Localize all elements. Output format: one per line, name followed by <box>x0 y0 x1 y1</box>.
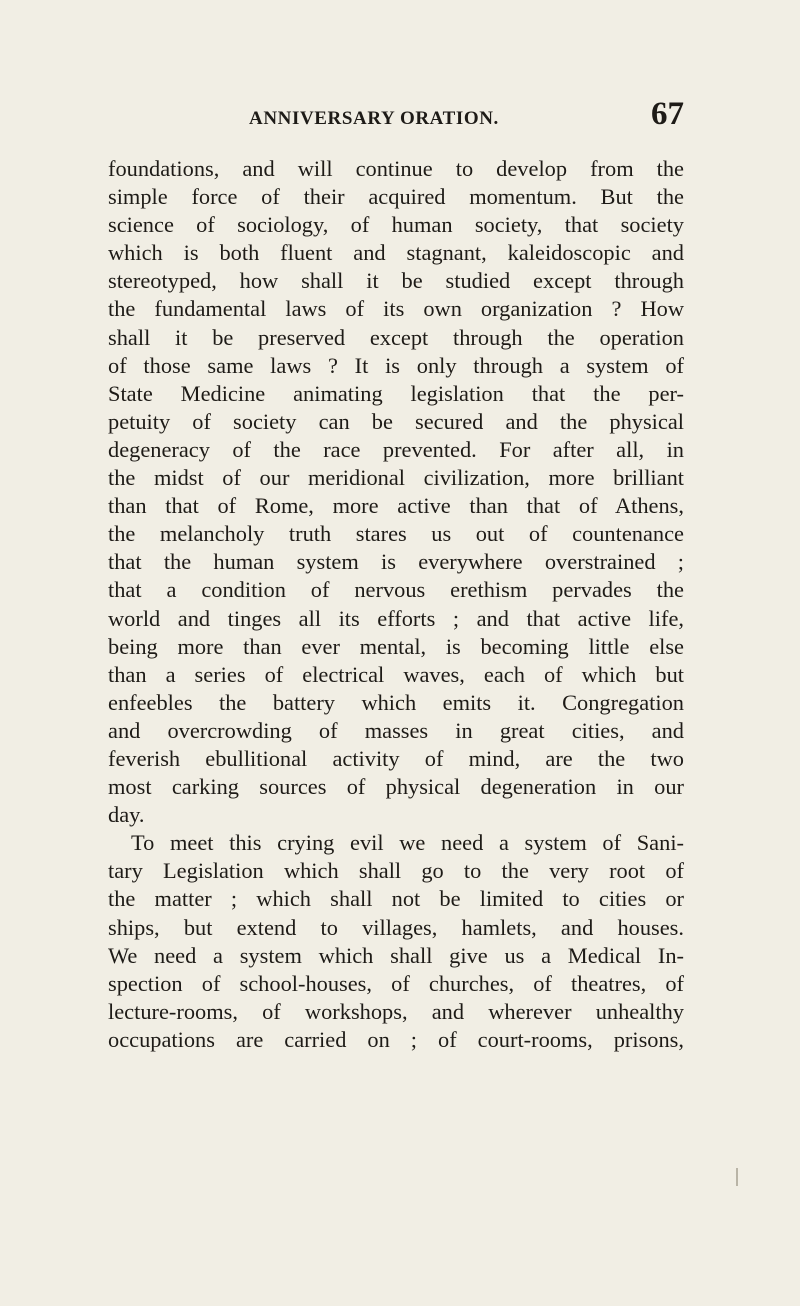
text-line: State Medicine animating legislation that the per- <box>108 380 684 406</box>
text-line: the matter ; which shall not be limited to cities or <box>108 886 684 912</box>
paper-speck <box>736 1168 738 1186</box>
text-line: shall it be preserved except through the operation <box>108 324 684 350</box>
text-line: petuity of society can be secured and the physical <box>108 408 684 434</box>
text-line: occupations are carried on ; of court-rooms, prisons, <box>108 1026 684 1052</box>
running-head <box>108 96 684 136</box>
text-line: lecture-rooms, of workshops, and wherever unhealthy <box>108 998 684 1024</box>
text-line: tary Legislation which shall go to the very root of <box>108 858 684 884</box>
text-line: degeneracy of the race prevented. For after all, in <box>108 436 684 462</box>
text-line: most carking sources of physical degeneration in our <box>108 774 684 800</box>
text-line: We need a system which shall give us a Medical In- <box>108 942 684 968</box>
text-line: foundations, and will continue to develop from the <box>108 156 684 181</box>
text-line: than that of Rome, more active than that of Athens, <box>108 493 684 519</box>
text-line: the midst of our meridional civilization, more brilliant <box>108 465 684 491</box>
text-line: day. <box>108 802 145 828</box>
text-line: To meet this crying evil we need a system of Sani- <box>131 830 684 856</box>
text-line: than a series of electrical waves, each of which but <box>108 661 684 687</box>
text-line: enfeebles the battery which emits it. Congregation <box>108 689 684 715</box>
text-line: and overcrowding of masses in great cities, and <box>108 717 684 743</box>
text-line: spection of school-houses, of churches, of theatres, of <box>108 970 684 996</box>
text-line: world and tinges all its efforts ; and that active life, <box>108 605 684 631</box>
body-text <box>108 155 684 1054</box>
text-line: the fundamental laws of its own organization ? How <box>108 296 684 322</box>
text-line: being more than ever mental, is becoming little else <box>108 633 684 659</box>
running-title: ANNIVERSARY ORATION. <box>249 108 499 129</box>
text-line: that the human system is everywhere overstrained ; <box>108 549 684 575</box>
text-line: ships, but extend to villages, hamlets, and houses. <box>108 914 684 940</box>
text-line: feverish ebullitional activity of mind, are the two <box>108 745 684 771</box>
text-line: science of sociology, of human society, that society <box>108 212 684 238</box>
text-line: simple force of their acquired momentum. But the <box>108 184 684 210</box>
text-line: that a condition of nervous erethism pervades the <box>108 577 684 603</box>
text-line: of those same laws ? It is only through a system of <box>108 352 684 378</box>
text-line: the melancholy truth stares us out of countenance <box>108 521 684 547</box>
text-line: which is both fluent and stagnant, kaleidoscopic and <box>108 240 684 266</box>
text-line: stereotyped, how shall it be studied except through <box>108 268 684 294</box>
page-number: 67 <box>651 96 684 132</box>
